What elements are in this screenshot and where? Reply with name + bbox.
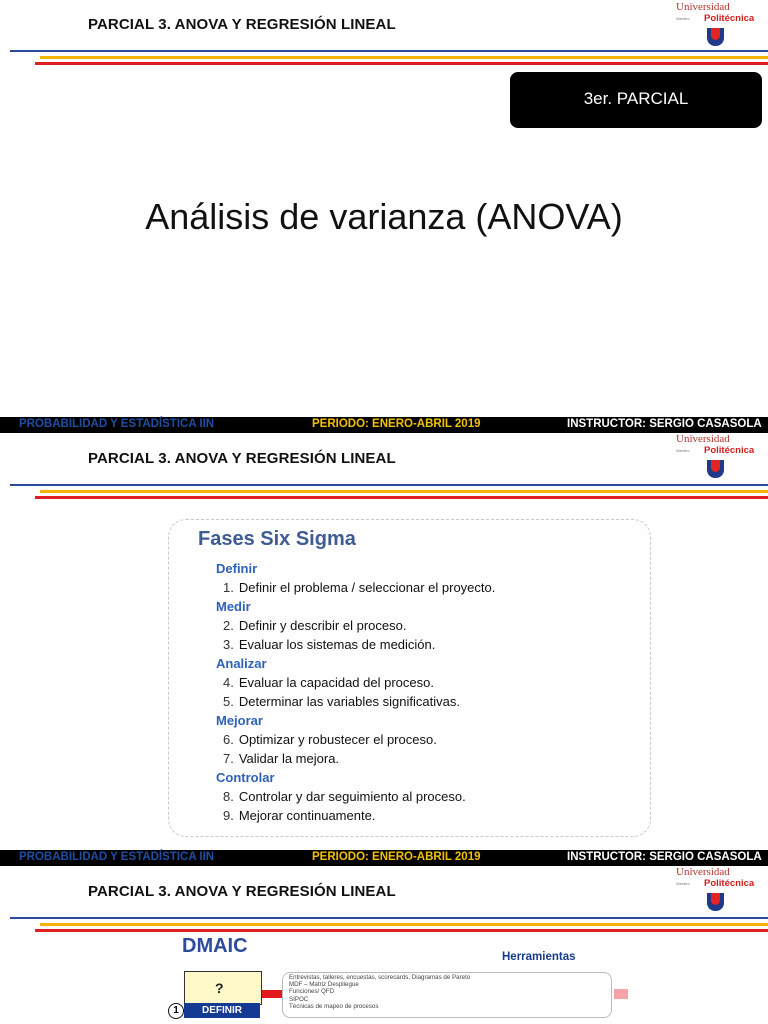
slide-1: [0, 0, 768, 434]
six-sigma-box: [168, 519, 651, 837]
footer-bar: [0, 850, 768, 866]
footer-instructor: INSTRUCTOR: SERGIO CASASOLA: [567, 418, 762, 430]
header-stripe-red: [35, 496, 768, 499]
header-stripe-red: [35, 929, 768, 932]
phase-step: 7. Validar la mejora.: [223, 751, 340, 766]
tools-box: [282, 972, 612, 1018]
logo-u-icon: [707, 28, 724, 46]
phase-step: 2. Definir y describir el proceso.: [223, 618, 407, 633]
phase-heading: Definir: [216, 561, 258, 576]
definir-label: DEFINIR: [184, 1003, 260, 1018]
header-stripe-yellow: [40, 923, 768, 926]
dmaic-title: DMAIC: [182, 935, 248, 957]
phase-step: 3. Evaluar los sistemas de medición.: [223, 637, 436, 652]
header-stripe-yellow: [40, 56, 768, 59]
logo-u-icon: [707, 893, 724, 911]
phase-heading: Analizar: [216, 656, 267, 671]
box-title: Fases Six Sigma: [198, 528, 356, 550]
slide-2: [0, 434, 768, 867]
phase-step: 8. Controlar y dar seguimiento al proceso.: [223, 789, 466, 804]
logo-u-icon: [707, 460, 724, 478]
footer-bar: [0, 417, 768, 433]
university-logo: Universidad Miembro Politécnica: [676, 2, 768, 24]
phase-step: 9. Mejorar continuamente.: [223, 808, 376, 823]
phase-heading: Controlar: [216, 770, 275, 785]
phase-step: 5. Determinar las variables significativas.: [223, 694, 460, 709]
header-stripe-yellow: [40, 490, 768, 493]
phases-list: [216, 560, 636, 826]
header-stripe-blue: [10, 917, 768, 919]
phase-heading: Mejorar: [216, 713, 263, 728]
tool-item: Entrevistas, talleres, encuestas, scorecards, Diagramas de Pareto: [289, 974, 471, 981]
footer-period: PERIODO: ENERO-ABRIL 2019: [312, 851, 481, 863]
slide-title: Análisis de varianza (ANOVA): [145, 196, 623, 237]
step-number-circle: 1: [168, 1003, 184, 1019]
phase-step: 1. Definir el problema / seleccionar el proyecto.: [223, 580, 496, 595]
phase-step: 6. Optimizar y robustecer el proceso.: [223, 732, 437, 747]
header-stripe-blue: [10, 50, 768, 52]
header-stripe-red: [35, 62, 768, 65]
university-logo: Universidad Miembro Politécnica: [676, 434, 768, 456]
university-logo: Universidad Miembro Politécnica: [676, 867, 768, 889]
tool-item: Técnicas de mapeo de procesos: [289, 1002, 379, 1010]
tool-item: Funciones/ QFD: [289, 988, 335, 996]
tool-item: SIPOC: [289, 995, 309, 1003]
tool-item: MDF – Matriz Despliegue: [289, 981, 359, 989]
phase-step: 4. Evaluar la capacidad del proceso.: [223, 675, 434, 690]
question-box: [184, 971, 262, 1005]
header-title: PARCIAL 3. ANOVA Y REGRESIÓN LINEAL: [88, 450, 396, 467]
herramientas-heading: Herramientas: [502, 951, 576, 963]
connector-bar: [262, 990, 282, 998]
footer-period: PERIODO: ENERO-ABRIL 2019: [312, 418, 481, 430]
tools-tab: [614, 989, 628, 999]
footer-course: PROBABILIDAD Y ESTADÍSTICA IIN: [19, 851, 215, 863]
phase-heading: Medir: [216, 599, 251, 614]
footer-course: PROBABILIDAD Y ESTADÍSTICA IIN: [19, 418, 215, 430]
header-title: PARCIAL 3. ANOVA Y REGRESIÓN LINEAL: [88, 16, 396, 33]
parcial-badge: 3er. PARCIAL: [510, 72, 762, 128]
header-title: PARCIAL 3. ANOVA Y REGRESIÓN LINEAL: [88, 883, 396, 900]
question-mark: ?: [215, 980, 224, 996]
header-stripe-blue: [10, 484, 768, 486]
footer-instructor: INSTRUCTOR: SERGIO CASASOLA: [567, 851, 762, 863]
